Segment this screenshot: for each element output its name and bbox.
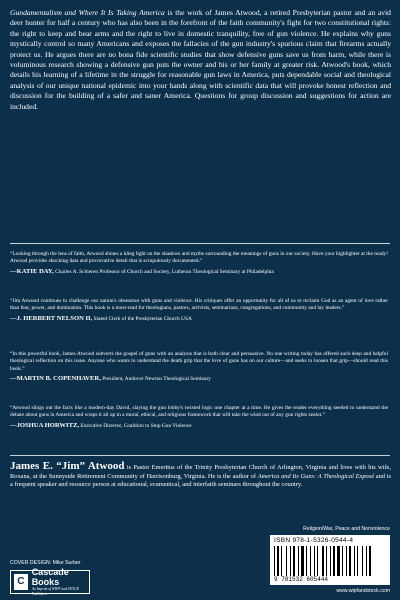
isbn-digits: 9 781532 605444: [274, 576, 329, 583]
endorsement-3: [10, 351, 388, 384]
endorsement-quote: “Looking through the lens of faith, Atwood shines a klieg light on the shadows and myths surrounding the meanings of guns in our society. Have your highlighter at the ready! Atwood provides shocking data and provocative detail that is scrupulously documented.”: [10, 251, 388, 265]
divider-bottom: [10, 455, 390, 456]
publisher-imprint: An Imprint of WIPF and STOCK Publishers: [31, 587, 79, 596]
barcode-icon: [274, 546, 386, 576]
description-text: is the work of James Atwood, a retired Presbyterian pastor and an avid deer hunter for half a century who has also been in the forefront of the faith community's fight for two constitutional rights: the right to keep and bear arms and the right to live in domestic tranquility, free of gun violence. He explains why guns mystically control so many Americans and exposes the fallacies of the gun industry's spurious claim that firearms actually protect us. He argues there are no bona fide scientific studies that show defensive guns save us from harm, while there is voluminous research showing a defensive gun puts the owner and his or her family at greater risk. Atwood's book, which details his learning of a lifetime in the struggle for reasonable gun laws in America, puts dependable social and theological analysis of our unique national epidemic into your hands along with scientific data that will provoke honest reflection and discussion for the building of a safer and saner America. Questions for group discussion and suggestions for action are included.: [10, 8, 391, 111]
bio-text-a: is Pastor Emeritus of the Trinity Presbyterian Church of Arlington, Virginia and lives with his wife, Roxana, at the Sunnyside Retirement Community of Harrisonburg, Virginia. He is the author of: [10, 464, 391, 480]
endorsement-quote: “In this powerful book, James Atwood subverts the gospel of guns with an analysis that is both clear and persuasive. No one writing today has offered such deep and helpful theological reflection on this issue. Anyone who wants to understand the death grip that the love of guns has on our culture—and seeks to loosen that grip—should read this book.”: [10, 351, 388, 372]
book-description: [10, 8, 391, 112]
endorser-role: Charles A. Schieren Professor of Church and Society, Lutheran Theological Seminary at Philadelphia: [53, 268, 274, 275]
endorsement-1: [10, 251, 388, 276]
isbn-barcode: [270, 535, 390, 585]
bio-text-b: and is a frequent speaker and resource person at educational, ecumenical, and interfaith seminars throughout the country.: [10, 472, 391, 489]
endorser-name: —JOSHUA HORWITZ,: [10, 421, 80, 429]
publisher-name: Cascade Books: [31, 567, 69, 587]
cover-design-credit: COVER DESIGN: Mike Surber: [10, 560, 81, 566]
endorsement-attribution: [10, 422, 388, 430]
publisher-website: www.wipfandstock.com: [336, 588, 390, 594]
author-bio: [10, 462, 391, 490]
endorser-role: Stated Clerk of the Presbyterian Church USA: [92, 315, 192, 322]
isbn-label: ISBN 978-1-5326-0544-4: [274, 537, 354, 544]
author-name: James E. “Jim” Atwood: [10, 460, 125, 472]
endorser-name: —MARTIN B. COPENHAVER,: [10, 375, 101, 383]
endorser-name: —KATIE DAY,: [10, 267, 54, 275]
endorsement-quote: “Jim Atwood continues to challenge our nation's obsession with guns and violence. His critiques offer an opportunity for all of us to reclaim God as an agent of love rather than fear, power, and domination. This book is a must-read for theologians, pastors, activists, seminarians, congregations, and community and lay leaders.”: [10, 298, 388, 312]
endorser-name: —J. HERBERT NELSON II,: [10, 314, 93, 322]
book-category: Religion/War, Peace and Nonviolence: [303, 526, 390, 532]
author-other-book: America and Its Guns: A Theological Exposé: [257, 472, 375, 480]
endorsement-attribution: [10, 375, 388, 383]
divider-top: [10, 243, 390, 244]
endorser-role: Executive Director, Coalition to Stop Gun Violence: [79, 422, 192, 429]
endorsement-quote: “Atwood slings out the facts like a modern-day David, slaying the gun lobby's twisted logic one chapter at a time. He gives the reader everything needed to understand the debate about guns in America and wraps it all up in a moral, ethical, and religious framework that will take the wind out of any gun rights zealot.”: [10, 405, 388, 419]
endorsement-4: [10, 405, 388, 430]
endorsement-2: [10, 298, 388, 323]
publisher-logo: [10, 567, 90, 596]
endorser-role: President, Andover Newton Theological Seminary: [100, 376, 211, 383]
endorsement-attribution: [10, 268, 388, 276]
endorsement-attribution: [10, 315, 388, 323]
book-title-italic: Gundamentalism and Where It Is Taking America: [10, 8, 165, 17]
cascade-logo-icon: C: [14, 574, 28, 590]
